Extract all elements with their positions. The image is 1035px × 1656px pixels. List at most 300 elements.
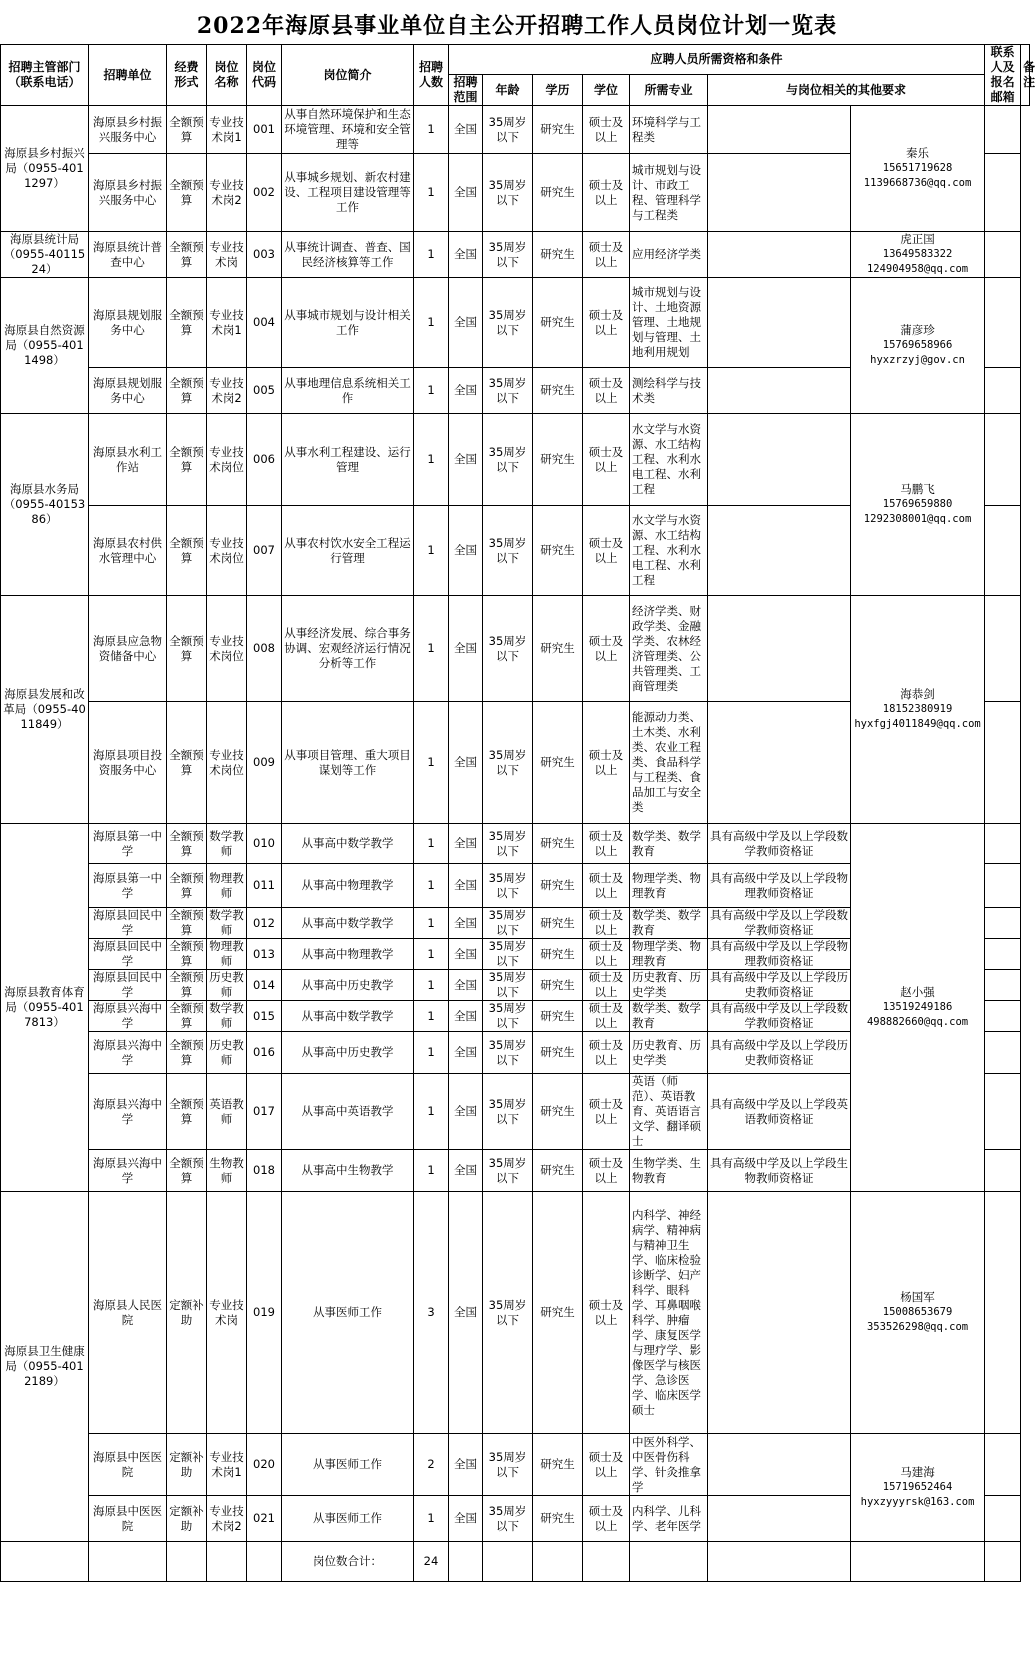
header-contact: 联系人及报名邮箱 (985, 45, 1021, 106)
remark-cell (985, 596, 1021, 702)
edu-cell: 研究生 (533, 702, 583, 824)
major-cell: 物理学类、物理教育 (630, 939, 708, 970)
remark-cell (985, 1001, 1021, 1032)
post-name-cell: 数学教师 (207, 1001, 247, 1032)
count-cell: 1 (414, 414, 449, 506)
remark-cell (985, 939, 1021, 970)
post-code-cell: 015 (247, 1001, 282, 1032)
other-req-cell: 具有高级中学及以上学段历史教师资格证 (708, 970, 851, 1001)
post-code-cell: 013 (247, 939, 282, 970)
major-cell: 中医外科学、中医骨伤科学、针灸推拿学 (630, 1434, 708, 1496)
other-req-cell (708, 1496, 851, 1542)
edu-cell: 研究生 (533, 1074, 583, 1150)
scope-cell: 全国 (449, 1434, 483, 1496)
total-empty-cell (708, 1542, 851, 1582)
intro-cell: 从事高中数学教学 (282, 824, 414, 864)
fund-cell: 全额预算 (167, 1074, 207, 1150)
unit-cell: 海原县兴海中学 (89, 1032, 167, 1074)
intro-cell: 从事地理信息系统相关工作 (282, 368, 414, 414)
unit-cell: 海原县兴海中学 (89, 1074, 167, 1150)
degree-cell: 硕士及以上 (583, 106, 630, 154)
contact-cell (851, 824, 985, 1192)
remark-cell (985, 106, 1021, 154)
post-code-cell: 010 (247, 824, 282, 864)
scope-cell: 全国 (449, 106, 483, 154)
scope-cell: 全国 (449, 1001, 483, 1032)
unit-cell: 海原县乡村振兴服务中心 (89, 106, 167, 154)
age-cell: 35周岁以下 (483, 506, 533, 596)
post-name-cell: 专业技术岗1 (207, 1434, 247, 1496)
edu-cell: 研究生 (533, 278, 583, 368)
edu-cell: 研究生 (533, 106, 583, 154)
major-cell: 环境科学与工程类 (630, 106, 708, 154)
edu-cell: 研究生 (533, 824, 583, 864)
age-cell: 35周岁以下 (483, 970, 533, 1001)
header-post-code: 岗位代码 (247, 45, 282, 106)
total-empty-cell (583, 1542, 630, 1582)
age-cell: 35周岁以下 (483, 232, 533, 278)
post-name-cell: 专业技术岗2 (207, 154, 247, 232)
intro-cell: 从事高中物理教学 (282, 864, 414, 908)
count-cell: 1 (414, 1032, 449, 1074)
age-cell: 35周岁以下 (483, 702, 533, 824)
major-cell: 测绘科学与技术类 (630, 368, 708, 414)
scope-cell: 全国 (449, 702, 483, 824)
header-fund: 经费形式 (167, 45, 207, 106)
major-cell: 生物学类、生物教育 (630, 1150, 708, 1192)
major-cell: 能源动力类、土木类、水利类、农业工程类、食品科学与工程类、食品加工与安全类 (630, 702, 708, 824)
scope-cell: 全国 (449, 1192, 483, 1434)
edu-cell: 研究生 (533, 864, 583, 908)
other-req-cell: 具有高级中学及以上学段数学教师资格证 (708, 908, 851, 939)
remark-cell (985, 232, 1021, 278)
edu-cell: 研究生 (533, 232, 583, 278)
other-req-cell: 具有高级中学及以上学段英语教师资格证 (708, 1074, 851, 1150)
remark-cell (985, 506, 1021, 596)
other-req-cell (708, 232, 851, 278)
scope-cell: 全国 (449, 864, 483, 908)
contact-phone: 13519249186 (882, 1001, 953, 1013)
header-unit: 招聘单位 (89, 45, 167, 106)
total-empty-cell (985, 1542, 1021, 1582)
scope-cell: 全国 (449, 154, 483, 232)
fund-cell: 全额预算 (167, 278, 207, 368)
count-cell: 1 (414, 1496, 449, 1542)
edu-cell: 研究生 (533, 908, 583, 939)
major-cell: 英语（师范）、英语教育、英语语言文学、翻译硕士 (630, 1074, 708, 1150)
table-row (1, 414, 1030, 506)
unit-cell: 海原县兴海中学 (89, 1150, 167, 1192)
header-degree: 学位 (583, 75, 630, 106)
other-req-cell: 具有高级中学及以上学段生物教师资格证 (708, 1150, 851, 1192)
scope-cell: 全国 (449, 232, 483, 278)
edu-cell: 研究生 (533, 1150, 583, 1192)
age-cell: 35周岁以下 (483, 1074, 533, 1150)
intro-cell: 从事高中生物教学 (282, 1150, 414, 1192)
intro-cell: 从事城市规划与设计相关工作 (282, 278, 414, 368)
age-cell: 35周岁以下 (483, 154, 533, 232)
scope-cell: 全国 (449, 908, 483, 939)
degree-cell: 硕士及以上 (583, 1496, 630, 1542)
other-req-cell: 具有高级中学及以上学段历史教师资格证 (708, 1032, 851, 1074)
major-cell: 内科学、儿科学、老年医学 (630, 1496, 708, 1542)
post-name-cell: 专业技术岗位 (207, 702, 247, 824)
major-cell: 水文学与水资源、水工结构工程、水利水电工程、水利工程 (630, 414, 708, 506)
table-row (1, 106, 1030, 154)
post-code-cell: 001 (247, 106, 282, 154)
post-code-cell: 009 (247, 702, 282, 824)
post-code-cell: 018 (247, 1150, 282, 1192)
degree-cell: 硕士及以上 (583, 1074, 630, 1150)
total-empty-cell (247, 1542, 282, 1582)
contact-name: 秦乐 (906, 146, 930, 160)
age-cell: 35周岁以下 (483, 1001, 533, 1032)
fund-cell: 全额预算 (167, 864, 207, 908)
count-cell: 1 (414, 154, 449, 232)
contact-phone: 15769659880 (882, 498, 953, 510)
intro-cell: 从事自然环境保护和生态环境管理、环境和安全管理等 (282, 106, 414, 154)
remark-cell (985, 1032, 1021, 1074)
contact-phone: 18152380919 (882, 703, 953, 715)
unit-cell: 海原县回民中学 (89, 970, 167, 1001)
unit-cell: 海原县规划服务中心 (89, 368, 167, 414)
unit-cell: 海原县回民中学 (89, 939, 167, 970)
fund-cell: 定额补助 (167, 1434, 207, 1496)
major-cell: 水文学与水资源、水工结构工程、水利水电工程、水利工程 (630, 506, 708, 596)
fund-cell: 全额预算 (167, 232, 207, 278)
remark-cell (985, 154, 1021, 232)
count-cell: 2 (414, 1434, 449, 1496)
edu-cell: 研究生 (533, 368, 583, 414)
intro-cell: 从事高中英语教学 (282, 1074, 414, 1150)
unit-cell: 海原县规划服务中心 (89, 278, 167, 368)
age-cell: 35周岁以下 (483, 939, 533, 970)
post-code-cell: 004 (247, 278, 282, 368)
degree-cell: 硕士及以上 (583, 702, 630, 824)
contact-phone: 13649583322 (882, 248, 953, 260)
contact-name: 海恭剑 (900, 687, 935, 701)
intro-cell: 从事城乡规划、新农村建设、工程项目建设管理等工作 (282, 154, 414, 232)
header-count: 招聘人数 (414, 45, 449, 106)
remark-cell (985, 908, 1021, 939)
dept-cell: 海原县教育体育局（0955-4017813） (1, 824, 89, 1192)
age-cell: 35周岁以下 (483, 106, 533, 154)
degree-cell: 硕士及以上 (583, 154, 630, 232)
edu-cell: 研究生 (533, 1001, 583, 1032)
age-cell: 35周岁以下 (483, 368, 533, 414)
unit-cell: 海原县应急物资储备中心 (89, 596, 167, 702)
contact-name: 杨国军 (900, 1290, 935, 1304)
intro-cell: 从事医师工作 (282, 1434, 414, 1496)
post-name-cell: 生物教师 (207, 1150, 247, 1192)
edu-cell: 研究生 (533, 596, 583, 702)
count-cell: 1 (414, 106, 449, 154)
header-post-name: 岗位名称 (207, 45, 247, 106)
total-empty-cell (630, 1542, 708, 1582)
header-remark: 备注 (1021, 45, 1030, 106)
other-req-cell: 具有高级中学及以上学段物理教师资格证 (708, 939, 851, 970)
degree-cell: 硕士及以上 (583, 864, 630, 908)
fund-cell: 全额预算 (167, 106, 207, 154)
intro-cell: 从事项目管理、重大项目谋划等工作 (282, 702, 414, 824)
unit-cell: 海原县统计普查中心 (89, 232, 167, 278)
other-req-cell (708, 106, 851, 154)
post-code-cell: 008 (247, 596, 282, 702)
contact-name: 马鹏飞 (900, 482, 935, 496)
post-name-cell: 专业技术岗位 (207, 596, 247, 702)
unit-cell: 海原县农村供水管理中心 (89, 506, 167, 596)
major-cell: 城市规划与设计、市政工程、管理科学与工程类 (630, 154, 708, 232)
fund-cell: 全额预算 (167, 702, 207, 824)
fund-cell: 全额预算 (167, 908, 207, 939)
other-req-cell: 具有高级中学及以上学段物理教师资格证 (708, 864, 851, 908)
age-cell: 35周岁以下 (483, 1192, 533, 1434)
scope-cell: 全国 (449, 414, 483, 506)
age-cell: 35周岁以下 (483, 596, 533, 702)
post-code-cell: 014 (247, 970, 282, 1001)
age-cell: 35周岁以下 (483, 1032, 533, 1074)
contact-cell (851, 596, 985, 824)
post-name-cell: 英语教师 (207, 1074, 247, 1150)
contact-cell (851, 414, 985, 596)
post-name-cell: 物理教师 (207, 864, 247, 908)
contact-name: 赵小强 (900, 985, 935, 999)
contact-name: 马建海 (900, 1465, 935, 1479)
table-row (1, 824, 1030, 864)
scope-cell: 全国 (449, 1074, 483, 1150)
count-cell: 1 (414, 864, 449, 908)
total-empty-cell (449, 1542, 483, 1582)
age-cell: 35周岁以下 (483, 864, 533, 908)
edu-cell: 研究生 (533, 506, 583, 596)
scope-cell: 全国 (449, 278, 483, 368)
dept-cell: 海原县卫生健康局（0955-4012189） (1, 1192, 89, 1542)
count-cell: 1 (414, 1150, 449, 1192)
post-name-cell: 专业技术岗位 (207, 414, 247, 506)
total-empty-cell (533, 1542, 583, 1582)
scope-cell: 全国 (449, 939, 483, 970)
unit-cell: 海原县兴海中学 (89, 1001, 167, 1032)
remark-cell (985, 702, 1021, 824)
intro-cell: 从事高中数学教学 (282, 908, 414, 939)
post-code-cell: 007 (247, 506, 282, 596)
fund-cell: 全额预算 (167, 414, 207, 506)
remark-cell (985, 1074, 1021, 1150)
unit-cell: 海原县人民医院 (89, 1192, 167, 1434)
total-count: 24 (414, 1542, 449, 1582)
other-req-cell (708, 506, 851, 596)
header-other: 与岗位相关的其他要求 (708, 75, 985, 106)
intro-cell: 从事医师工作 (282, 1496, 414, 1542)
fund-cell: 全额预算 (167, 1001, 207, 1032)
edu-cell: 研究生 (533, 1496, 583, 1542)
contact-name: 虎正国 (900, 232, 935, 246)
age-cell: 35周岁以下 (483, 278, 533, 368)
fund-cell: 定额补助 (167, 1496, 207, 1542)
header-edu: 学历 (533, 75, 583, 106)
intro-cell: 从事高中历史教学 (282, 970, 414, 1001)
fund-cell: 全额预算 (167, 970, 207, 1001)
edu-cell: 研究生 (533, 154, 583, 232)
degree-cell: 硕士及以上 (583, 506, 630, 596)
count-cell: 1 (414, 506, 449, 596)
major-cell: 经济学类、财政学类、金融学类、农林经济管理类、公共管理类、工商管理类 (630, 596, 708, 702)
degree-cell: 硕士及以上 (583, 1150, 630, 1192)
total-label: 岗位数合计： (282, 1542, 414, 1582)
post-name-cell: 历史教师 (207, 1032, 247, 1074)
total-empty-cell (1, 1542, 89, 1582)
contact-email: hyxzyyyrsk@163.com (860, 1496, 975, 1508)
age-cell: 35周岁以下 (483, 1434, 533, 1496)
fund-cell: 全额预算 (167, 368, 207, 414)
post-code-cell: 011 (247, 864, 282, 908)
degree-cell: 硕士及以上 (583, 596, 630, 702)
fund-cell: 全额预算 (167, 939, 207, 970)
post-code-cell: 002 (247, 154, 282, 232)
fund-cell: 全额预算 (167, 596, 207, 702)
total-empty-cell (89, 1542, 167, 1582)
count-cell: 3 (414, 1192, 449, 1434)
remark-cell (985, 1434, 1021, 1496)
table-row (1, 596, 1030, 702)
contact-email: 498882660@qq.com (866, 1016, 969, 1028)
header-age: 年龄 (483, 75, 533, 106)
dept-cell: 海原县乡村振兴局（0955-4011297） (1, 106, 89, 232)
remark-cell (985, 414, 1021, 506)
post-name-cell: 数学教师 (207, 824, 247, 864)
post-name-cell: 物理教师 (207, 939, 247, 970)
post-code-cell: 005 (247, 368, 282, 414)
count-cell: 1 (414, 702, 449, 824)
post-code-cell: 020 (247, 1434, 282, 1496)
header-qual-group: 应聘人员所需资格和条件 (449, 45, 985, 75)
intro-cell: 从事高中历史教学 (282, 1032, 414, 1074)
edu-cell: 研究生 (533, 939, 583, 970)
degree-cell: 硕士及以上 (583, 368, 630, 414)
remark-cell (985, 278, 1021, 368)
major-cell: 历史教育、历史学类 (630, 1032, 708, 1074)
degree-cell: 硕士及以上 (583, 414, 630, 506)
remark-cell (985, 824, 1021, 864)
remark-cell (985, 1150, 1021, 1192)
total-empty-cell (851, 1542, 985, 1582)
post-name-cell: 历史教师 (207, 970, 247, 1001)
edu-cell: 研究生 (533, 414, 583, 506)
other-req-cell (708, 1192, 851, 1434)
count-cell: 1 (414, 908, 449, 939)
count-cell: 1 (414, 824, 449, 864)
fund-cell: 全额预算 (167, 154, 207, 232)
major-cell: 数学类、数学教育 (630, 824, 708, 864)
edu-cell: 研究生 (533, 1192, 583, 1434)
degree-cell: 硕士及以上 (583, 970, 630, 1001)
table-row (1, 278, 1030, 368)
contact-name: 蒲彦珍 (900, 323, 935, 337)
header-scope: 招聘范围 (449, 75, 483, 106)
scope-cell: 全国 (449, 1150, 483, 1192)
contact-email: 1139668736@qq.com (863, 177, 972, 189)
contact-phone: 15769658966 (882, 339, 953, 351)
table-row (1, 232, 1030, 278)
header-intro: 岗位简介 (282, 45, 414, 106)
contact-cell (851, 106, 985, 232)
intro-cell: 从事统计调查、普查、国民经济核算等工作 (282, 232, 414, 278)
contact-email: 353526298@qq.com (866, 1321, 969, 1333)
degree-cell: 硕士及以上 (583, 1001, 630, 1032)
total-empty-cell (167, 1542, 207, 1582)
remark-cell (985, 1192, 1021, 1434)
post-name-cell: 数学教师 (207, 908, 247, 939)
other-req-cell (708, 702, 851, 824)
fund-cell: 定额补助 (167, 1192, 207, 1434)
remark-cell (985, 368, 1021, 414)
age-cell: 35周岁以下 (483, 414, 533, 506)
count-cell: 1 (414, 278, 449, 368)
scope-cell: 全国 (449, 1496, 483, 1542)
post-code-cell: 017 (247, 1074, 282, 1150)
degree-cell: 硕士及以上 (583, 232, 630, 278)
total-empty-cell (483, 1542, 533, 1582)
degree-cell: 硕士及以上 (583, 939, 630, 970)
contact-email: hyxfgj4011849@qq.com (854, 718, 981, 730)
count-cell: 1 (414, 368, 449, 414)
major-cell: 内科学、神经病学、精神病与精神卫生学、临床检验诊断学、妇产科学、眼科学、耳鼻咽喉科学、肿瘤学、康复医学与理疗学、影像医学与核医学、急诊医学、临床医学硕士 (630, 1192, 708, 1434)
post-name-cell: 专业技术岗 (207, 232, 247, 278)
post-code-cell: 012 (247, 908, 282, 939)
header-major: 所需专业 (630, 75, 708, 106)
table-row (1, 1434, 1030, 1496)
contact-cell (851, 1192, 985, 1434)
degree-cell: 硕士及以上 (583, 1032, 630, 1074)
other-req-cell (708, 596, 851, 702)
page-title: 2022年海原县事业单位自主公开招聘工作人员岗位计划一览表 (196, 12, 838, 39)
other-req-cell (708, 368, 851, 414)
total-row (1, 1542, 1030, 1582)
other-req-cell: 具有高级中学及以上学段数学教师资格证 (708, 1001, 851, 1032)
scope-cell: 全国 (449, 824, 483, 864)
count-cell: 1 (414, 1001, 449, 1032)
remark-cell (985, 864, 1021, 908)
edu-cell: 研究生 (533, 1434, 583, 1496)
contact-email: 1292308001@qq.com (863, 513, 972, 525)
degree-cell: 硕士及以上 (583, 908, 630, 939)
age-cell: 35周岁以下 (483, 1150, 533, 1192)
degree-cell: 硕士及以上 (583, 1434, 630, 1496)
contact-phone: 15719652464 (882, 1481, 953, 1493)
scope-cell: 全国 (449, 1032, 483, 1074)
contact-cell (851, 1434, 985, 1542)
recruitment-table (0, 44, 1035, 1582)
edu-cell: 研究生 (533, 1032, 583, 1074)
other-req-cell (708, 1434, 851, 1496)
major-cell: 物理学类、物理教育 (630, 864, 708, 908)
scope-cell: 全国 (449, 596, 483, 702)
age-cell: 35周岁以下 (483, 908, 533, 939)
table-row (1, 1192, 1030, 1434)
contact-email: hyxzrzyj@gov.cn (870, 354, 965, 366)
contact-email: 124904958@qq.com (866, 263, 969, 275)
remark-cell (985, 1496, 1021, 1542)
count-cell: 1 (414, 232, 449, 278)
unit-cell: 海原县第一中学 (89, 864, 167, 908)
fund-cell: 全额预算 (167, 824, 207, 864)
post-code-cell: 006 (247, 414, 282, 506)
edu-cell: 研究生 (533, 970, 583, 1001)
fund-cell: 全额预算 (167, 506, 207, 596)
unit-cell: 海原县回民中学 (89, 908, 167, 939)
scope-cell: 全国 (449, 970, 483, 1001)
other-req-cell (708, 414, 851, 506)
